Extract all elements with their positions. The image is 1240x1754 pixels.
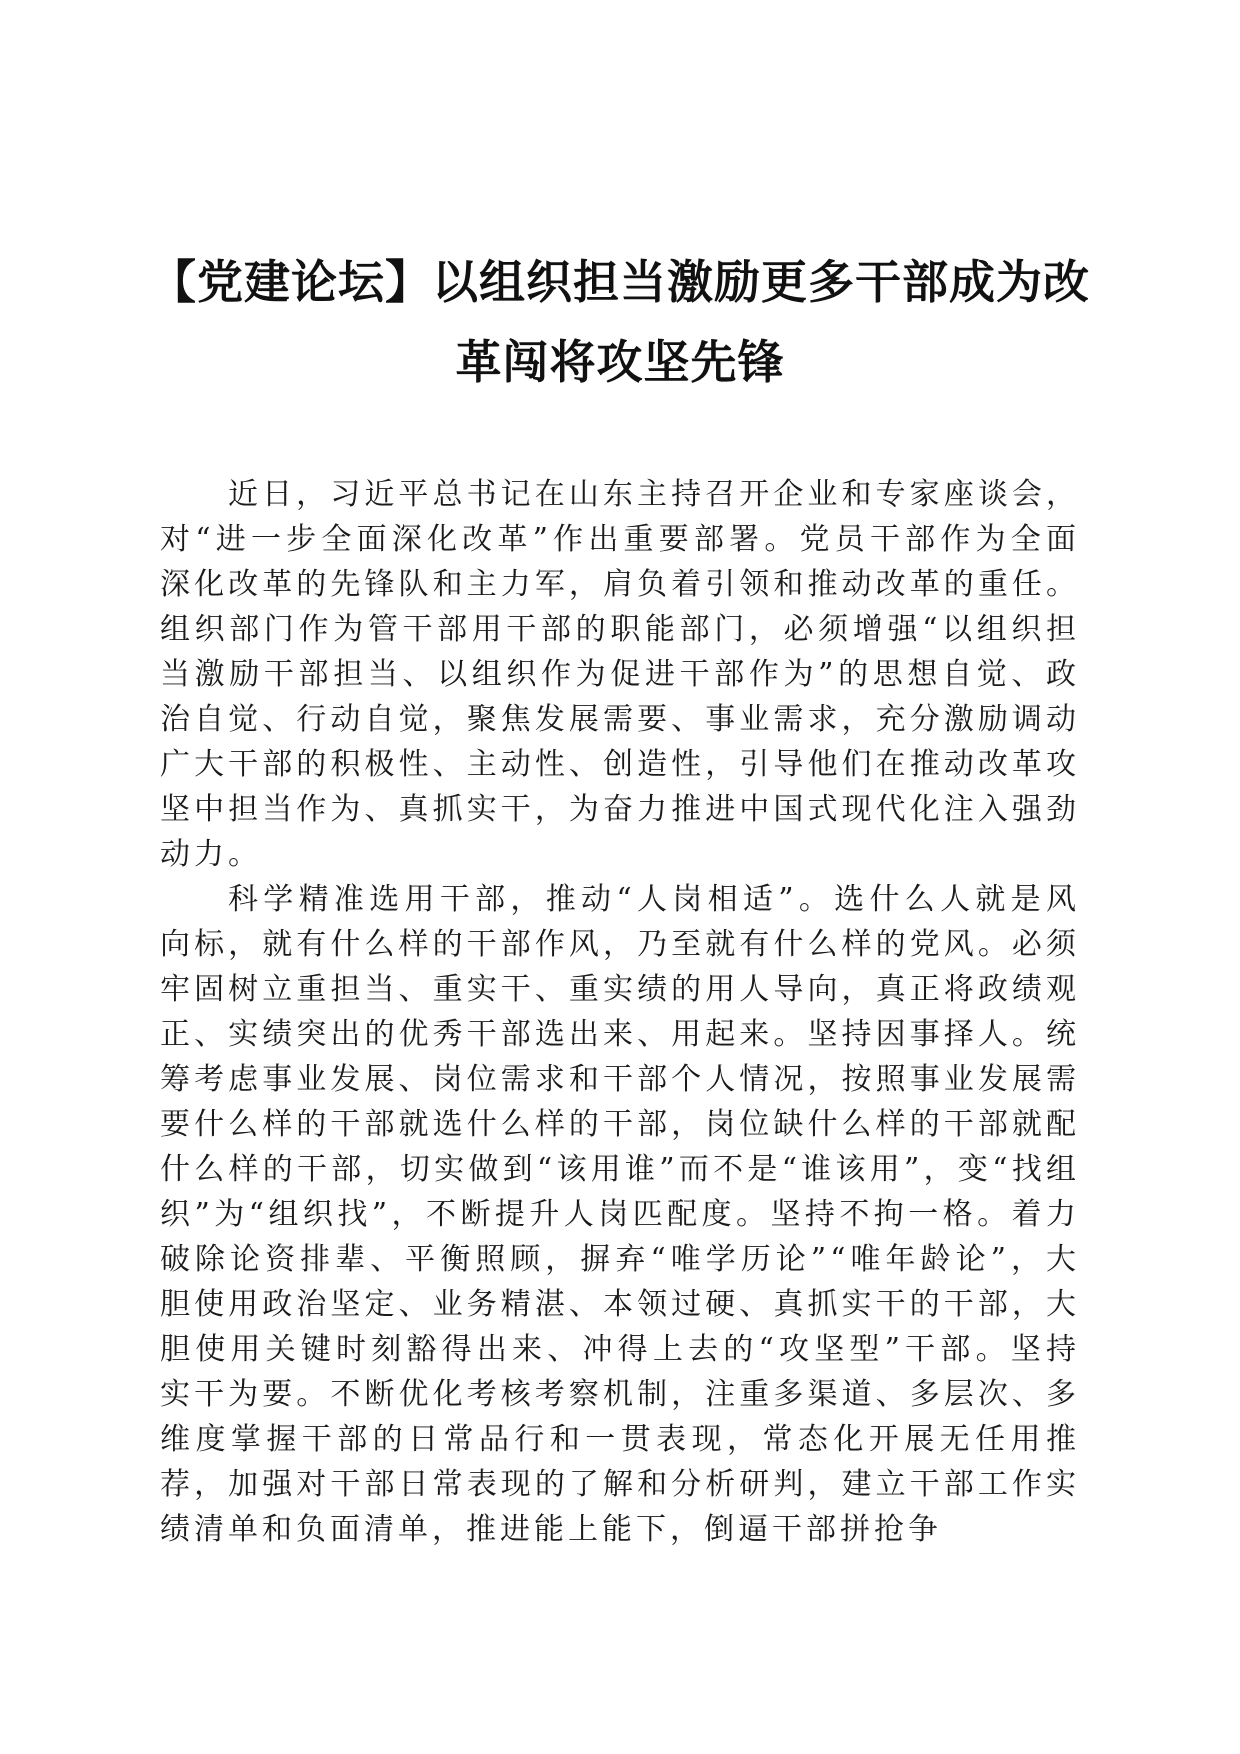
title-line-1: 【党建论坛】以组织担当激励更多干部成为改 [150, 255, 1090, 309]
title-line-2: 革闯将攻坚先锋 [455, 335, 785, 389]
article-body [160, 472, 1080, 1552]
paragraph-cadre-selection: 科学精准选用干部，推动“人岗相适”。选什么人就是风向标，就有什么样的干部作风，乃至就有什么样的党风。必须牢固树立重担当、重实干、重实绩的用人导向，真正将政绩观正、实绩突出的优秀干部选出来、用起来。坚持因事择人。统筹考虑事业发展、岗位需求和干部个人情况，按照事业发展需要什么样的干部就选什么样的干部，岗位缺什么样的干部就配什么样的干部，切实做到“该用谁”而不是“谁该用”，变“找组织”为“组织找”，不断提升人岗匹配度。坚持不拘一格。着力破除论资排辈、平衡照顾，摒弃“唯学历论”“唯年龄论”，大胆使用政治坚定、业务精湛、本领过硬、真抓实干的干部，大胆使用关键时刻豁得出来、冲得上去的“攻坚型”干部。坚持实干为要。不断优化考核考察机制，注重多渠道、多层次、多维度掌握干部的日常品行和一贯表现，常态化开展无任用推荐，加强对干部日常表现的了解和分析研判，建立干部工作实绩清单和负面清单，推进能上能下，倒逼干部拼抢争 [160, 882, 1080, 1547]
page-title [150, 242, 1090, 402]
paragraph-intro: 近日，习近平总书记在山东主持召开企业和专家座谈会，对“进一步全面深化改革”作出重要部署。党员干部作为全面深化改革的先锋队和主力军，肩负着引领和推动改革的重任。组织部门作为管干部用干部的职能部门，必须增强“以组织担当激励干部担当、以组织作为促进干部作为”的思想自觉、政治自觉、行动自觉，聚焦发展需要、事业需求，充分激励调动广大干部的积极性、主动性、创造性，引导他们在推动改革攻坚中担当作为、真抓实干，为奋力推进中国式现代化注入强劲动力。 [160, 477, 1080, 872]
